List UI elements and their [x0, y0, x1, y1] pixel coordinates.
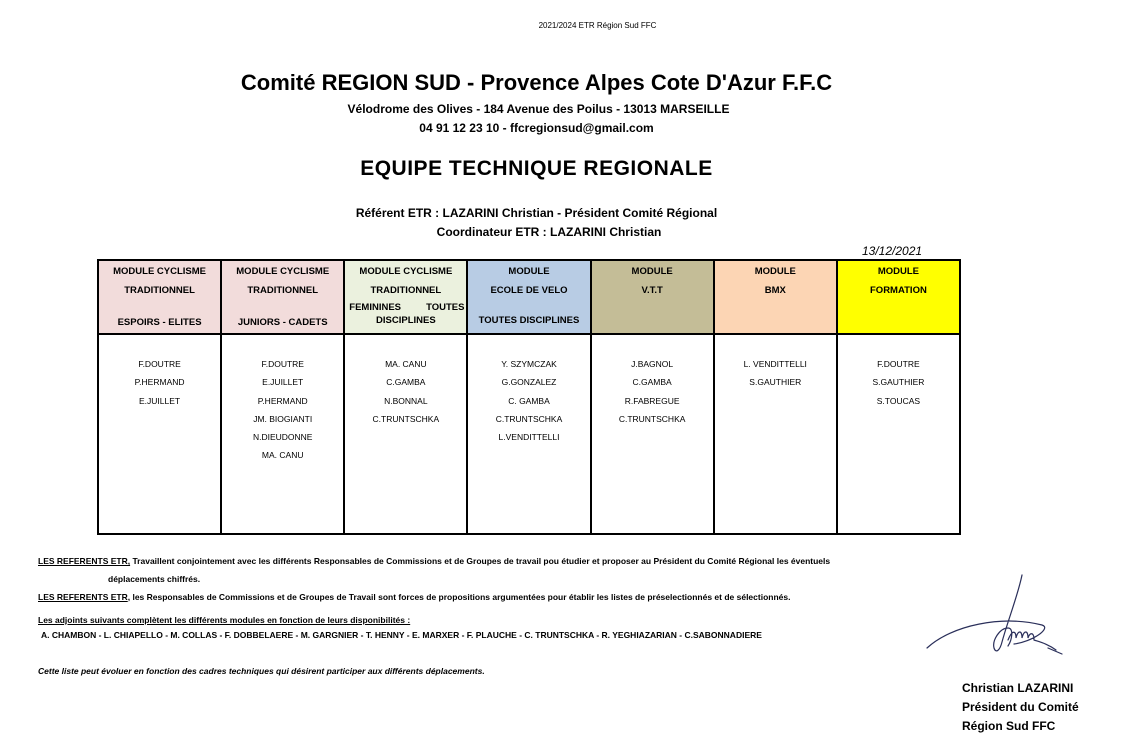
- member-name: F.DOUTRE: [261, 359, 304, 369]
- module-header-line1: MODULE CYCLISME: [359, 266, 453, 277]
- module-header: [222, 261, 343, 335]
- document-code: 2021/2024 ETR Région Sud FFC: [538, 21, 657, 30]
- member-name: S.GAUTHIER: [872, 377, 925, 388]
- module-header-line4: ESPOIRS - ELITES: [117, 317, 202, 328]
- footer-line1-text: Travaillent conjointement avec les différents Responsables de Commissions et de Groupes de travail pou étudier et proposer au Président du Comité Régional les éventuels: [130, 556, 831, 566]
- module-header: [715, 261, 836, 335]
- module-header-line2: FORMATION: [870, 285, 927, 296]
- module-header-line2: V.T.T: [641, 285, 663, 296]
- module-header-line1: MODULE: [754, 266, 796, 277]
- adjoints-title: Les adjoints suivants complètent les différents modules en fonction de leurs disponibilités :: [38, 615, 411, 625]
- module-header: [345, 261, 466, 335]
- member-name: N.DIEUDONNE: [252, 432, 313, 443]
- signature-image: [922, 570, 1072, 675]
- module-column: [99, 261, 222, 533]
- module-header-line2: BMX: [764, 285, 786, 296]
- module-header: [99, 261, 220, 335]
- signatory-role: Président du Comité: [962, 700, 1079, 714]
- member-name: MA. CANU: [385, 359, 427, 369]
- footer-line1-label: LES REFERENTS ETR,: [38, 556, 131, 566]
- module-header-line1: MODULE CYCLISME: [113, 266, 207, 277]
- module-column: [222, 261, 345, 533]
- module-column: [838, 261, 959, 533]
- member-name: E.JUILLET: [139, 395, 181, 406]
- member-name: Y. SZYMCZAK: [501, 359, 557, 369]
- member-name: F.DOUTRE: [877, 359, 920, 369]
- module-column: [592, 261, 715, 533]
- coordinator-line: Coordinateur ETR : LAZARINI Christian: [436, 225, 662, 239]
- signatory-organization: Région Sud FFC: [962, 719, 1056, 733]
- member-name: E.JUILLET: [262, 377, 304, 388]
- organization-address: Vélodrome des Olives - 184 Avenue des Poilus - 13013 MARSEILLE: [347, 102, 730, 116]
- signatory-name: Christian LAZARINI: [962, 681, 1074, 695]
- member-name: JM. BIOGIANTI: [253, 413, 313, 424]
- member-name: C.TRUNTSCHKA: [372, 413, 440, 424]
- module-header-line2: TRADITIONNEL: [124, 285, 195, 296]
- member-name: C.GAMBA: [386, 377, 426, 388]
- member-name: P.HERMAND: [134, 377, 185, 388]
- module-header-line4: DISCIPLINES: [376, 315, 436, 326]
- module-members: [345, 335, 466, 533]
- member-name: L.VENDITTELLI: [498, 432, 560, 443]
- module-header-line2: ECOLE DE VELO: [490, 285, 568, 296]
- member-name: C.GAMBA: [632, 377, 672, 388]
- module-column: [468, 261, 591, 533]
- module-members: [468, 335, 589, 533]
- member-name: S.GAUTHIER: [749, 377, 802, 388]
- member-name: P.HERMAND: [257, 395, 308, 406]
- footer-line1: [38, 556, 830, 566]
- referent-line: Référent ETR : LAZARINI Christian - Président Comité Régional: [355, 206, 718, 220]
- module-header-line4: TOUTES DISCIPLINES: [478, 315, 580, 326]
- module-members: [592, 335, 713, 533]
- footer-note: Cette liste peut évoluer en fonction des cadres techniques qui désirent participer aux différents déplacements.: [38, 666, 485, 676]
- member-name: C.TRUNTSCHKA: [618, 413, 686, 424]
- member-name: N.BONNAL: [384, 395, 428, 406]
- module-header-line4: JUNIORS - CADETS: [237, 317, 328, 328]
- module-members: [222, 335, 343, 533]
- module-header-line1: MODULE: [877, 266, 919, 277]
- footer-line2-text: , les Responsables de Commissions et de Groupes de Travail sont forces de propositions argumentées pour établir les listes de préselectionnés et de sélectionnés.: [127, 592, 791, 602]
- module-header-line3b: TOUTES: [426, 302, 465, 313]
- module-column: [345, 261, 468, 533]
- member-name: J.BAGNOL: [631, 359, 674, 369]
- module-header-line1: MODULE: [508, 266, 550, 277]
- footer-line2-label: LES REFERENTS ETR: [38, 592, 128, 602]
- module-header: [592, 261, 713, 335]
- footer-line1-continued: déplacements chiffrés.: [108, 574, 201, 584]
- member-name: R.FABREGUE: [624, 395, 680, 406]
- member-name: MA. CANU: [261, 450, 304, 461]
- adjoints-list: A. CHAMBON - L. CHIAPELLO - M. COLLAS - F. DOBBELAERE - M. GARGNIER - T. HENNY - E. MARXER - F. PLAUCHE - C. TRUNTSCHKA - R. YEGHIAZARIAN - C.SABONNADIERE: [41, 630, 762, 640]
- member-name: L. VENDITTELLI: [743, 359, 807, 369]
- member-name: G.GONZALEZ: [501, 377, 557, 388]
- module-column: [715, 261, 838, 533]
- module-members: [838, 335, 959, 533]
- module-header-line2: TRADITIONNEL: [247, 285, 319, 296]
- member-name: S.TOUCAS: [876, 395, 921, 406]
- module-members: [715, 335, 836, 533]
- module-members: [99, 335, 220, 533]
- document-date: 13/12/2021: [862, 244, 923, 258]
- module-header: [468, 261, 589, 335]
- footer-line2: [38, 592, 790, 602]
- member-name: C.TRUNTSCHKA: [495, 413, 563, 424]
- organization-contact: 04 91 12 23 10 - ffcregionsud@gmail.com: [419, 121, 654, 135]
- organization-title: Comité REGION SUD - Provence Alpes Cote D'Azur F.F.C: [240, 70, 833, 95]
- modules-table: [97, 259, 961, 535]
- page-title: EQUIPE TECHNIQUE REGIONALE: [360, 157, 713, 180]
- module-header: [838, 261, 959, 335]
- module-header-line1: MODULE CYCLISME: [236, 266, 330, 277]
- member-name: F.DOUTRE: [138, 359, 181, 369]
- module-header-line1: MODULE: [631, 266, 673, 277]
- module-header-line2: TRADITIONNEL: [370, 285, 442, 296]
- module-header-line3a: FEMININES: [349, 302, 402, 313]
- member-name: C. GAMBA: [508, 395, 550, 406]
